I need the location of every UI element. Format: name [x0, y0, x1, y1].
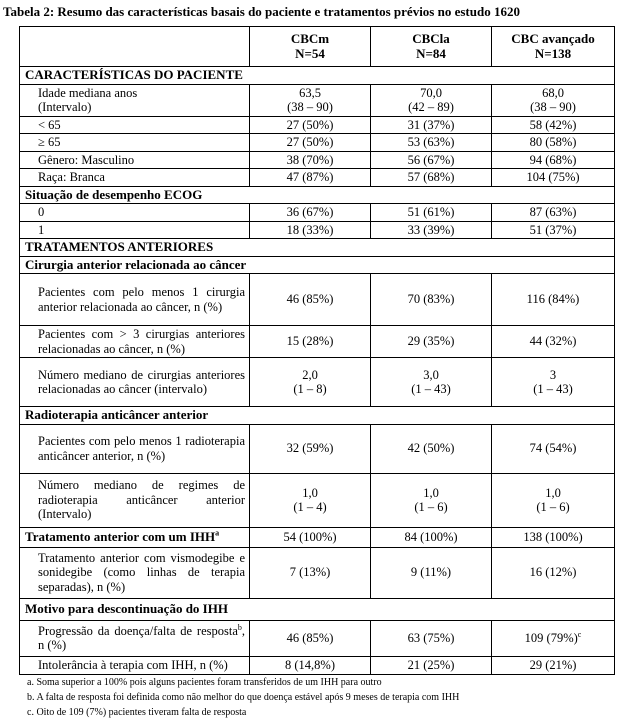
- footnote-b: b. A falta de resposta foi definida como não melhor do que doença estável após 9 meses de terapia com IHH: [27, 692, 460, 703]
- header-cbcm: CBCm N=54: [250, 27, 371, 67]
- table-row: Raça: Branca 47 (87%) 57 (68%) 104 (75%): [20, 169, 615, 187]
- table-row: Pacientes com pelo menos 1 radioterapia anticâncer anterior, n (%) 32 (59%) 42 (50%) 74 (54%): [20, 424, 615, 473]
- section-patient: CARACTERÍSTICAS DO PACIENTE: [20, 67, 615, 85]
- table-row: Pacientes com > 3 cirurgias anteriores relacionadas ao câncer, n (%) 15 (28%) 29 (35%) 44 (32%): [20, 326, 615, 358]
- section-radiotherapy: Radioterapia anticâncer anterior: [20, 407, 615, 425]
- table-row: Número mediano de regimes de radioterapia anticâncer anterior (Intervalo) 1,0 (1 – 4) 1,0 (1 – 6) 1,0 (1 – 6): [20, 473, 615, 527]
- footnote-a: a. Soma superior a 100% pois alguns pacientes foram transferidos de um IHH para outro: [27, 677, 382, 688]
- table-row: Número mediano de cirurgias anteriores relacionadas ao câncer (intervalo) 2,0 (1 – 8) 3,0 (1 – 43) 3 (1 – 43): [20, 358, 615, 407]
- table-row: Pacientes com pelo menos 1 cirurgia anterior relacionada ao câncer, n (%) 46 (85%) 70 (83%) 116 (84%): [20, 274, 615, 326]
- table-row: Tratamento anterior com vismodegibe e sonidegibe (como linhas de terapia separadas), n (%) 7 (13%) 9 (11%) 16 (12%): [20, 547, 615, 598]
- table-row: 0 36 (67%) 51 (61%) 87 (63%): [20, 204, 615, 222]
- table-row: Idade mediana anos (Intervalo) 63,5 (38 – 90) 70,0 (42 – 89) 68,0 (38 – 90): [20, 84, 615, 116]
- table-row: 1 18 (33%) 33 (39%) 51 (37%): [20, 221, 615, 239]
- table-row: ≥ 65 27 (50%) 53 (63%) 80 (58%): [20, 134, 615, 152]
- header-cbc-avancado: CBC avançado N=138: [492, 27, 615, 67]
- table-row: Progressão da doença/falta de resposta$^b$, n (%) 46 (85%) 63 (75%) 109 $(79\%)^c$: [20, 620, 615, 656]
- section-ecog: Situação de desempenho ECOG: [20, 186, 615, 204]
- table-row: < 65 27 (50%) 31 (37%) 58 (42%): [20, 116, 615, 134]
- table-row: Tratamento anterior com um IHH$^a$ 54 (100%) 84 (100%) 138 (100%): [20, 527, 615, 547]
- baseline-characteristics-table: [19, 26, 615, 675]
- section-prior-treatments: TRATAMENTOS ANTERIORES: [20, 239, 615, 257]
- table-title: Tabela 2: Resumo das características basais do paciente e tratamentos prévios no estudo 1620: [3, 4, 520, 19]
- header-blank: [20, 27, 250, 67]
- section-ihh: Tratamento anterior com um IHH$^a$: [20, 527, 250, 547]
- header-row: [20, 27, 615, 67]
- section-discontinuation: Motivo para descontinuação do IHH: [20, 598, 615, 620]
- footnote-c: c. Oito de 109 (7%) pacientes tiveram falta de resposta: [27, 707, 247, 718]
- section-surgery: Cirurgia anterior relacionada ao câncer: [20, 256, 615, 274]
- table-row: Intolerância à terapia com IHH, n (%) 8 (14,8%) 21 (25%) 29 (21%): [20, 656, 615, 674]
- row-label: Idade mediana anos (Intervalo): [20, 84, 250, 116]
- table-row: Gênero: Masculino 38 (70%) 56 (67%) 94 (68%): [20, 151, 615, 169]
- header-cbcla: CBCla N=84: [371, 27, 492, 67]
